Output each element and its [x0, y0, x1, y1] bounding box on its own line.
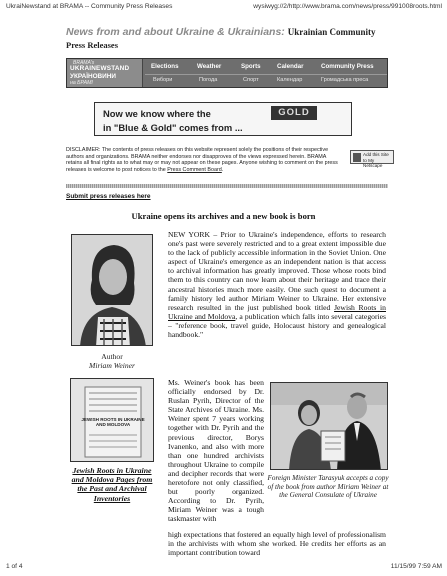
book-cover-image[interactable] [70, 378, 154, 462]
page-count: 1 of 4 [6, 563, 23, 570]
print-page-url: wysiwyg://2/http://www.brama.com/news/press/991008roots.html [253, 3, 442, 10]
banner-gold-word: GOLD [271, 106, 317, 120]
article-paragraph-2: Ms. Weiner's book has been officially endorsed by Dr. Ruslan Pyrih, Director of the State Archives of Ukraine. Ms. Weiner spent 7 years working together with Dr. Pyrih and the previous director, Borys Ivanenko, and also with more than one hundred archivists throughout Ukraine to compile and decipher records that were heretofore not only classified, but poorly organized. According to Dr. Pyrih, Miriam Weiner was a tough taskmaster with [168, 378, 264, 524]
submit-press-release-link[interactable]: Submit press releases here [66, 193, 151, 200]
page-headline: News from and about Ukraine & Ukrainians: Ukrainian Community [66, 26, 376, 38]
author-photo-caption: Author Miriam Weiner [89, 352, 135, 370]
article-paragraph-1: NEW YORK – Prior to Ukraine's independence, efforts to research one's past were severely restricted and to a great extent impossible due to the lack of publicly accessible information in the Soviet Union. One aspect of Ukraine's emergence as an independent nation is that access to archival information has greatly improved. Those whose roots bind them to this country can now learn about their heritage and trace their ancestral histories much more easily. One such quest to document a family history led author Miriam Weiner to Ukraine. Her extensive research resulted in the just published book titled Jewish Roots in Ukraine and Moldova, a publication which falls into several categories – "reference book, travel guide, Holocaust history and genealogical handbook." [168, 230, 386, 340]
nav-calendar[interactable]: Calendar [277, 63, 304, 70]
nav-weather[interactable]: Weather [197, 63, 222, 70]
nav-community-press[interactable]: Community Press [321, 63, 374, 70]
divider [66, 184, 388, 188]
book-cover-title: JEWISH ROOTS IN UKRAINE AND MOLDOVA [81, 417, 145, 428]
minister-photo-caption: Foreign Minister Tarasyuk accepts a copy of the book from author Miriam Weiner at the General Consulate of Ukraine [267, 474, 389, 500]
print-timestamp: 11/15/99 7:59 AM [390, 563, 442, 570]
banner-line2: in "Blue & Gold" comes from ... [103, 122, 243, 133]
nav-row-english [145, 61, 387, 73]
nav-weather-ua[interactable]: Погода [199, 77, 218, 83]
article-paragraph-3: high expectations that fostered an equally high level of professionalism in the archivists with whom she worked. He credits her efforts as an important contribution toward [168, 530, 386, 558]
author-photo [71, 234, 153, 346]
print-footer [6, 563, 442, 573]
nav-community-press-ua[interactable]: Громадська преса [321, 77, 369, 83]
brama-logo[interactable]: BRAMA's UKRAINEWSTAND УКРАЇНОВИНИ на БРАМІ [67, 59, 143, 87]
disclaimer: DISCLAIMER: The contents of press releases on this website represent solely the positions of their respective authors and organizations. BRAMA neither endorses nor disapproves of the views expressed herein. BRAMA retains all final rights as to what may or may not appear on these pages. Anyone wishing to comment on the press releases is welcome to post notices to the Press Comment Board. [66, 147, 338, 173]
print-header [6, 3, 442, 13]
nav-elections-ua[interactable]: Вибори [153, 77, 173, 83]
headline-suffix: Ukrainian Community [287, 27, 376, 37]
book-caption-link[interactable]: Jewish Roots in Ukraine and Moldova Pages from the Past and Archival Inventories [71, 466, 153, 503]
nav-row-ukrainian [145, 74, 387, 85]
nav-calendar-ua[interactable]: Календар [277, 77, 303, 83]
nav-sports[interactable]: Sports [241, 63, 261, 70]
book-link[interactable]: Jewish Roots in Ukraine and Moldova [168, 302, 386, 321]
print-page-title: UkraiNewstand at BRAMA -- Community Press Releases [6, 3, 173, 10]
banner-line1: Now we know where the [103, 108, 211, 119]
page-header [66, 26, 396, 58]
nav-sports-ua[interactable]: Спорт [243, 77, 259, 83]
nav-elections[interactable]: Elections [151, 63, 179, 70]
add-to-netscape-button[interactable]: Add this Site to My Netscape [350, 150, 394, 164]
minister-photo [270, 382, 388, 470]
netscape-icon [353, 153, 361, 162]
press-comment-board-link[interactable]: Press Comment Board [167, 166, 222, 173]
page-subtitle: Press Releases [66, 40, 119, 50]
nav-bar [66, 58, 388, 88]
ad-banner[interactable] [94, 102, 352, 136]
article-title: Ukraine opens its archives and a new book is born [131, 211, 316, 221]
